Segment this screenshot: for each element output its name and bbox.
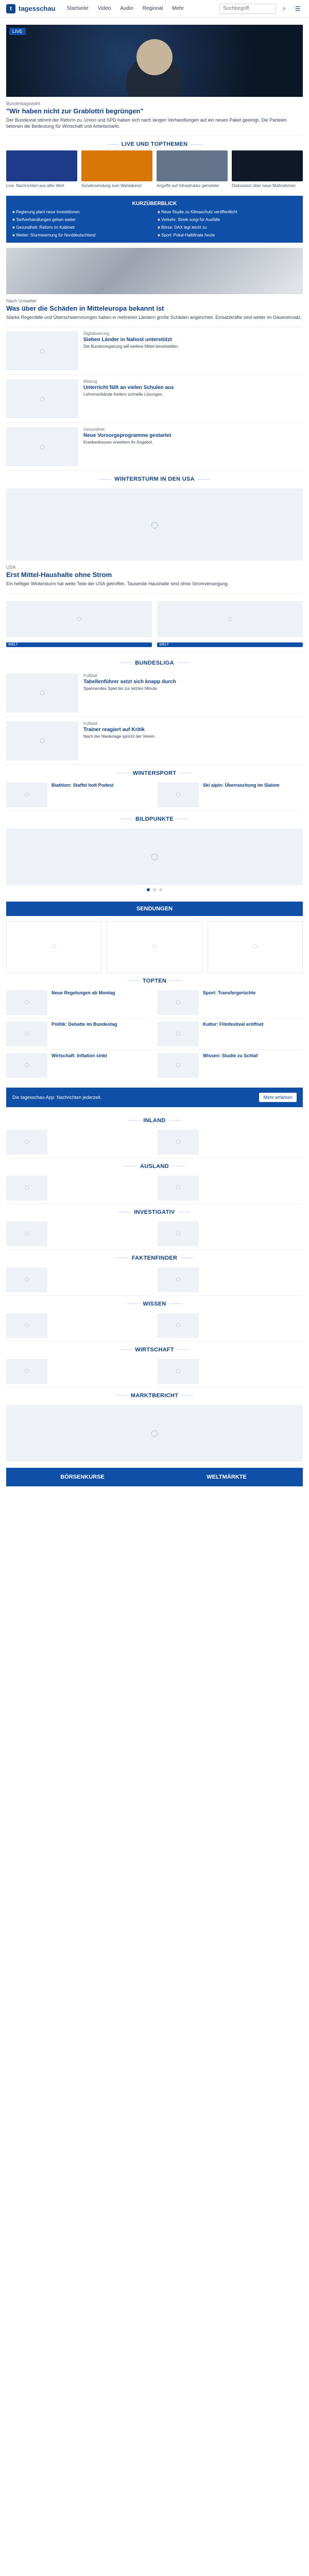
sport-item[interactable] [6,669,303,717]
topten-item[interactable] [158,987,303,1019]
image-placeholder-icon: ◌ [6,1359,47,1384]
image-placeholder-icon: ◌ [158,1359,199,1384]
item-text [52,1176,151,1200]
search-area [219,4,303,14]
item-kicker: Digitalisierung [83,331,110,336]
topten-item[interactable] [6,1019,151,1050]
cta-button[interactable]: Mehr erfahren [259,1093,297,1102]
item-headline[interactable]: Sport: Transfergerüchte [203,990,256,995]
faktenfinder-item[interactable] [6,1264,151,1296]
wissen-item[interactable] [158,1310,303,1342]
image-placeholder-icon: ◌ [6,427,78,466]
menu-icon[interactable]: ☰ [295,5,301,12]
brief-box [6,196,303,243]
investigativ-item[interactable] [158,1218,303,1250]
brief-item[interactable]: ■ Neue Studie zu Klimaschutz veröffentlicht [158,210,297,214]
app-cta [6,1088,303,1107]
wissen-grid [6,1310,303,1342]
wintersport-item[interactable] [6,779,151,811]
section-ausland-title: AUSLAND [6,1158,303,1173]
main-nav [65,4,186,13]
brief-title: KURZÜBERBLICK [132,201,177,207]
item-headline[interactable]: Neue Regelungen ab Montag [52,990,115,995]
image-placeholder-icon: ◌ [6,1130,47,1155]
footer-left[interactable]: BÖRSENKURSE [60,1473,105,1480]
story-photo[interactable] [6,248,303,294]
brief-item[interactable]: ■ Gesundheit: Reform im Kabinett [12,225,151,230]
show-card-icon[interactable]: ◌ [107,921,202,973]
section-inland-title: INLAND [6,1112,303,1127]
wirtschaft-item[interactable] [158,1356,303,1387]
section-wissen-title: WISSEN [6,1296,303,1310]
weather-headline[interactable]: Erst Mittel-Haushalte ohne Strom [6,571,112,579]
world-item[interactable] [6,597,152,652]
live-thumb-image [157,150,228,181]
search-input[interactable] [219,4,276,14]
inland-item[interactable] [158,1127,303,1158]
image-placeholder-icon: ◌ [6,1053,47,1078]
live-thumb-caption: Sondersendung zum Wahlabend [81,183,142,189]
item-teaser: Spannendes Spiel bis zur letzten Minute. [83,686,158,691]
sport-list [6,669,303,765]
item-text [52,1222,151,1246]
section-topten-title: TOPTEN [6,973,303,987]
image-placeholder-icon: ◌ [6,1267,47,1292]
image-placeholder-icon: ◌ [6,990,47,1015]
image-placeholder-icon: ◌ [157,601,303,637]
item-text [52,1313,151,1338]
search-icon[interactable]: ⌕ [282,5,286,12]
world-pair [6,594,303,655]
image-placeholder-icon: ◌ [158,783,199,807]
live-item[interactable] [6,150,77,189]
show-card-icon[interactable]: ◌ [6,921,101,973]
brand-name: tagesschau [19,5,56,12]
list-item[interactable] [6,327,303,375]
nav-item-more[interactable]: Mehr [172,6,184,11]
live-thumb-image [81,150,152,181]
brief-item[interactable]: ■ Börse: DAX legt leicht zu [158,225,297,230]
image-placeholder-icon: ◌ [158,1053,199,1078]
topten-item[interactable] [158,1050,303,1081]
item-headline[interactable]: Biathlon: Staffel holt Podest [52,782,114,788]
live-thumb-caption: Angriffe auf Infrastruktur gemeldet [157,183,219,189]
item-headline[interactable]: Ski alpin: Überraschung im Slalom [203,782,280,788]
live-item[interactable] [81,150,152,189]
sendungen-grid [6,921,303,973]
item-text [52,1267,151,1292]
item-headline[interactable]: Politik: Debatte im Bundestag [52,1021,117,1027]
section-bildpunkte-title: BILDPUNKTE [6,811,303,825]
story-kicker: Nach Unwetter [6,298,37,304]
world-item[interactable] [157,597,303,652]
item-teaser: Lehrerverbände fordern schnelle Lösungen. [83,392,164,397]
image-placeholder-icon: ◌ [158,990,199,1015]
section-faktenfinder-title: FAKTENFINDER [6,1250,303,1264]
nav-item-start[interactable]: Startseite [66,6,89,11]
live-thumb-image [6,150,77,181]
hero-person [136,39,173,75]
top-bar [0,0,309,18]
item-headline[interactable]: Unterricht fällt an vielen Schulen aus [83,385,174,391]
item-headline[interactable]: Neue Vorsorgeprogramme gestartet [83,433,171,439]
item-text [203,1313,303,1338]
section-investigativ-title: INVESTIGATIV [6,1204,303,1218]
brief-item[interactable]: ■ Regierung plant neue Investitionen [12,210,151,214]
faktenfinder-item[interactable] [158,1264,303,1296]
item-text [203,1176,303,1200]
investigativ-grid [6,1218,303,1250]
ausland-item[interactable] [158,1173,303,1204]
story-headline[interactable]: Was über die Schäden in Mitteleuropa bekannt ist [6,304,164,313]
topten-grid [6,987,303,1081]
item-headline[interactable]: Wissen: Studie zu Schlaf [203,1053,258,1058]
live-thumbs [6,150,303,193]
item-teaser: Nach der Niederlage spricht der Verein. [83,734,156,739]
list-item[interactable] [6,423,303,471]
wirtschaft-grid [6,1356,303,1387]
section-wintersport-title: WINTERSPORT [6,765,303,779]
item-teaser: Krankenkassen erweitern ihr Angebot. [83,440,153,445]
image-placeholder-icon: ◌ [6,1222,47,1246]
live-thumb-caption: Diskussion über neue Maßnahmen [232,183,296,189]
item-kicker: Fußball [83,673,97,678]
inland-item[interactable] [6,1127,151,1158]
photo-fill [6,248,303,294]
item-text [203,1222,303,1246]
item-text [52,1130,151,1155]
image-placeholder-icon: ◌ [158,1267,199,1292]
section-wirtschaft-title: WIRTSCHAFT [6,1342,303,1356]
hero-teaser: Der Bundesrat stimmt der Reform zu. Union und SPD haben sich nach langen Verhandlungen auf ein neues Paket geeinigt. Die Parteien betonen die Bedeutung für Wirtschaft und Arbeitsmarkt. [6,117,287,129]
world-label: WELT [157,642,303,647]
image-placeholder-icon: ◌ [158,1130,199,1155]
pager-dot[interactable] [147,888,150,891]
item-teaser: Die Bundesregierung will weitere Mittel bereitstellen. [83,344,179,349]
brief-grid [12,210,297,238]
wissen-item[interactable] [6,1310,151,1342]
section-sport-title: BUNDESLIGA [6,655,303,669]
content [0,18,309,1490]
weather-kicker: USA [6,565,16,570]
section-markt-title: MARKTBERICHT [6,1387,303,1402]
world-label: WELT [6,642,152,647]
image-placeholder-icon: ◌ [158,1176,199,1200]
wintersport-item[interactable] [158,779,303,811]
show-card-icon[interactable]: ◌ [208,921,303,973]
hero-article[interactable] [6,97,303,136]
gallery-pager [6,885,303,894]
image-placeholder-icon: ◌ [158,1313,199,1338]
item-text [203,1267,303,1292]
faktenfinder-grid [6,1264,303,1296]
image-placeholder-icon: ◌ [6,601,152,637]
footer-right[interactable]: WELTMÄRKTE [207,1473,247,1480]
image-placeholder-icon: ◌ [158,1022,199,1046]
weather-article[interactable] [6,561,303,594]
topten-item[interactable] [158,1019,303,1050]
item-text [52,1359,151,1384]
live-badge: LIVE [9,28,26,35]
item-headline[interactable]: Trainer reagiert auf Kritik [83,726,145,733]
nav-item-audio[interactable]: Audio [120,6,133,11]
item-text [203,1359,303,1384]
sendungen-title: SENDUNGEN [136,905,173,912]
sendungen-band [6,902,303,916]
hero-image[interactable] [6,25,303,97]
item-kicker: Gesundheit [83,427,105,432]
image-placeholder-icon: ◌ [6,721,78,760]
pager-dot[interactable] [153,888,156,891]
list-item[interactable] [6,375,303,423]
topten-item[interactable] [6,987,151,1019]
wintersport-grid [6,779,303,811]
section-weather-title: WINTERSTURM IN DEN USA [6,471,303,485]
ausland-grid [6,1173,303,1204]
news-list [6,327,303,471]
hero-headline[interactable]: "Wir haben nicht zur Grablottri begrüngen" [6,107,144,115]
footer-band [6,1468,303,1486]
topten-item[interactable] [6,1050,151,1081]
sport-item[interactable] [6,717,303,765]
market-chart-icon[interactable]: ◌ [6,1405,303,1462]
image-placeholder-icon: ◌ [6,1313,47,1338]
logo-mark-icon: t [6,4,15,13]
image-placeholder-icon: ◌ [6,783,47,807]
item-text [203,1130,303,1155]
image-placeholder-icon: ◌ [6,1176,47,1200]
live-thumb-caption: Live: Nachrichten aus aller Welt [6,183,64,189]
investigativ-item[interactable] [6,1218,151,1250]
story-teaser: Starke Regenfälle und Überschwemmungen haben in mehreren Ländern große Schäden angerichtet. Einsatzkräfte sind weiter im Dauereinsatz. [6,315,302,320]
gallery-image-icon[interactable]: ◌ [6,828,303,885]
live-item[interactable] [157,150,228,189]
item-kicker: Fußball [83,721,97,726]
image-placeholder-icon: ◌ [158,1222,199,1246]
image-placeholder-icon: ◌ [6,1022,47,1046]
image-placeholder-icon: ◌ [6,673,78,713]
nav-item-video[interactable]: Video [97,6,111,11]
live-item[interactable] [232,150,303,189]
image-placeholder-icon: ◌ [6,331,78,370]
inland-grid [6,1127,303,1158]
item-headline[interactable]: Sieben Länder in Nahost unterstützt [83,337,172,343]
weather-image-icon[interactable]: ◌ [6,488,303,561]
cta-text: Die tagesschau-App: Nachrichten jederzeit. [12,1094,102,1100]
hero-kicker: Bundestagswahl [6,101,41,106]
logo[interactable] [6,4,56,13]
live-thumb-image [232,150,303,181]
ausland-item[interactable] [6,1173,151,1204]
image-placeholder-icon: ◌ [6,379,78,418]
weather-teaser: Ein heftiger Wintersturm hat weite Teile der USA getroffen. Tausende Haushalte sind ohne Stromversorgung. [6,581,229,587]
brief-item[interactable]: ■ Verkehr: Streik sorgt für Ausfälle [158,217,297,222]
wirtschaft-item[interactable] [6,1356,151,1387]
brief-item[interactable]: ■ Sport: Pokal-Halbfinale heute [158,233,297,238]
item-headline[interactable]: Kultur: Filmfestival eröffnet [203,1021,264,1027]
nav-item-regional[interactable]: Regional [142,6,163,11]
item-kicker: Bildung [83,379,97,384]
brief-item[interactable]: ■ Tarifverhandlungen gehen weiter [12,217,151,222]
item-headline[interactable]: Wirtschaft: Inflation sinkt [52,1053,107,1058]
pager-dot[interactable] [159,888,162,891]
item-headline[interactable]: Tabellenführer setzt sich knapp durch [83,679,176,685]
story-article[interactable] [6,294,303,327]
section-live-title: LIVE UND TOPTHEMEN [6,136,303,150]
brief-item[interactable]: ■ Wetter: Sturmwarnung für Norddeutschland [12,233,151,238]
